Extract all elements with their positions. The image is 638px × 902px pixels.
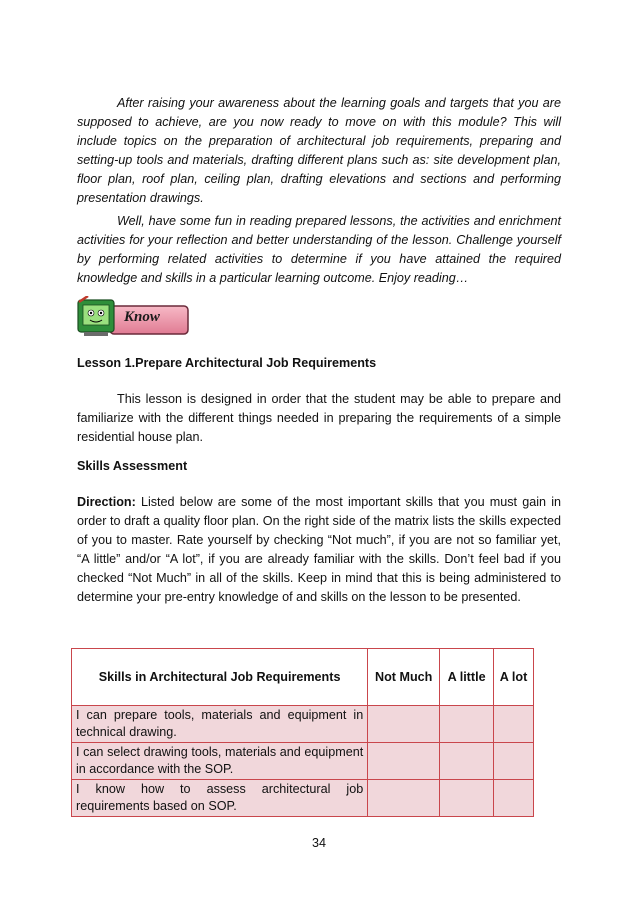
- not-much-checkbox-cell[interactable]: [368, 780, 440, 817]
- not-much-checkbox-cell[interactable]: [368, 706, 440, 743]
- know-badge: [76, 296, 191, 338]
- table-row: [72, 780, 534, 817]
- direction-label: Direction:: [77, 495, 136, 509]
- not-much-checkbox-cell[interactable]: [368, 743, 440, 780]
- a-lot-checkbox-cell[interactable]: [494, 743, 534, 780]
- header-not-much: Not Much: [368, 649, 440, 706]
- skill-cell: I can select drawing tools, materials and equipment in accordance with the SOP.: [72, 743, 368, 780]
- a-little-checkbox-cell[interactable]: [440, 706, 494, 743]
- header-skills: Skills in Architectural Job Requirements: [72, 649, 368, 706]
- header-a-lot: A lot: [494, 649, 534, 706]
- page-number: 34: [311, 836, 326, 850]
- table-header-row: [72, 649, 534, 706]
- skill-cell: I can prepare tools, materials and equipment in technical drawing.: [72, 706, 368, 743]
- a-lot-checkbox-cell[interactable]: [494, 706, 534, 743]
- know-badge-label: Know: [124, 309, 160, 325]
- table-row: [72, 706, 534, 743]
- direction-text: Listed below are some of the most important skills that you must gain in order to draft a quality floor plan. On the right side of the matrix lists the skills expected of you to master. Rate yourself by checking “Not much”, if you are not so familiar yet, “A little” and/or “A lot”, if you are already familiar with the skills. Don’t feel bad if you checked “Not Much” in all of the skills. Keep in mind that this is being administered to determine your pre-entry knowledge of and skills on the lesson to be presented.: [77, 495, 561, 604]
- a-little-checkbox-cell[interactable]: [440, 743, 494, 780]
- skills-assessment-title: Skills Assessment: [77, 459, 188, 473]
- table-row: [72, 743, 534, 780]
- intro-paragraph-1: After raising your awareness about the learning goals and targets that you are supposed to achieve, are you now ready to move on with this module? This will include topics on the preparation of architectural job requirements, preparing and setting-up tools and materials, drafting different plans such as: site development plan, floor plan, roof plan, ceiling plan, drafting elevations and sections and performing presentation drawings.: [77, 96, 561, 205]
- lesson-body: This lesson is designed in order that the student may be able to prepare and familiarize with the different things needed in preparing the requirements of a simple residential house plan.: [77, 392, 561, 444]
- direction-paragraph: [77, 493, 561, 607]
- header-a-little: A little: [440, 649, 494, 706]
- lesson-title: Lesson 1.Prepare Architectural Job Requirements: [77, 356, 377, 370]
- a-lot-checkbox-cell[interactable]: [494, 780, 534, 817]
- skill-cell: I know how to assess architectural job requirements based on SOP.: [72, 780, 368, 817]
- skills-matrix-table: [71, 648, 534, 817]
- a-little-checkbox-cell[interactable]: [440, 780, 494, 817]
- intro-paragraph-2: Well, have some fun in reading prepared lessons, the activities and enrichment activities for your reflection and better understanding of the lesson. Challenge yourself by performing related activities to determine if you have attained the required knowledge and skills in a particular learning outcome. Enjoy reading…: [77, 214, 561, 285]
